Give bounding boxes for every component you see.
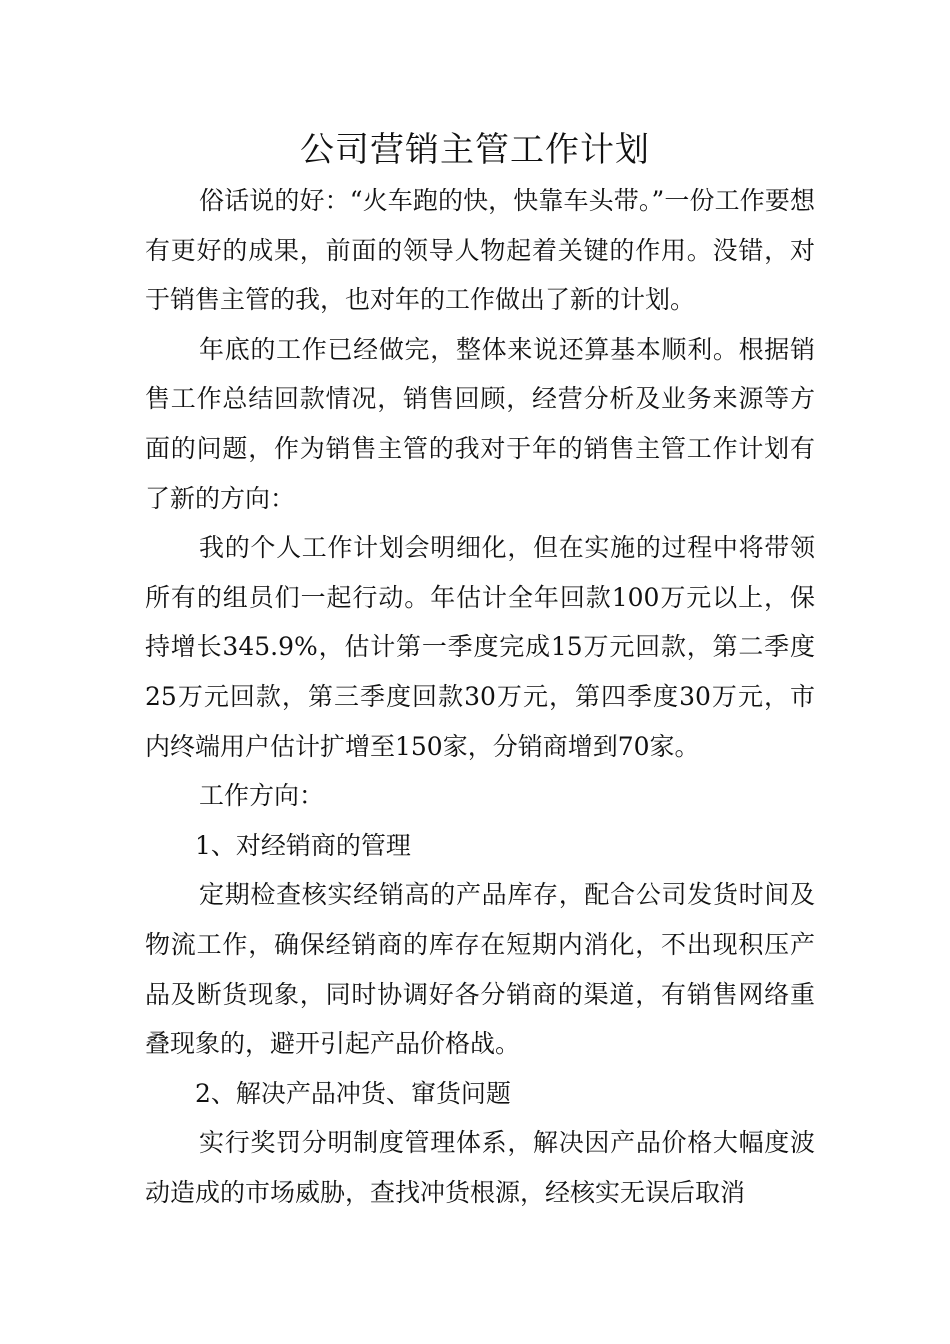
- paragraph-plan-details: 我的个人工作计划会明细化，但在实施的过程中将带领所有的组员们一起行动。年估计全年回款100万元以上，保持增长345.9%，估计第一季度完成15万元回款，第二季度25万元回款，第三季度回款30万元，第四季度30万元，市内终端用户估计扩增至150家，分销商增到70家。: [145, 533, 815, 761]
- paragraph-dealer-management: 定期检查核实经销高的产品库存，配合公司发货时间及物流工作，确保经销商的库存在短期内消化，不出现积压产品及断货现象，同时协调好各分销商的渠道，有销售网络重叠现象的，避开引起产品价格战。: [145, 880, 815, 1059]
- paragraph-year-end: 年底的工作已经做完，整体来说还算基本顺利。根据销售工作总结回款情况，销售回顾，经营分析及业务来源等方面的问题，作为销售主管的我对于年的销售主管工作计划有了新的方向：: [145, 334, 815, 513]
- subheading-dealer-management: 1、对经销商的管理: [195, 830, 411, 860]
- document-body: [145, 176, 815, 1217]
- document-title: 公司营销主管工作计划: [300, 130, 650, 170]
- paragraph-cross-selling-issues: 实行奖罚分明制度管理体系，解决因产品价格大幅度波动造成的市场威胁，查找冲货根源，经核实无误后取消: [145, 1128, 815, 1207]
- subheading-cross-selling-issues: 2、解决产品冲货、窜货问题: [195, 1078, 511, 1108]
- section-heading-work-direction: 工作方向：: [199, 781, 325, 811]
- paragraph-intro: 俗话说的好：“火车跑的快，快靠车头带。”一份工作要想有更好的成果，前面的领导人物起着关键的作用。没错，对于销售主管的我，也对年的工作做出了新的计划。: [145, 186, 815, 315]
